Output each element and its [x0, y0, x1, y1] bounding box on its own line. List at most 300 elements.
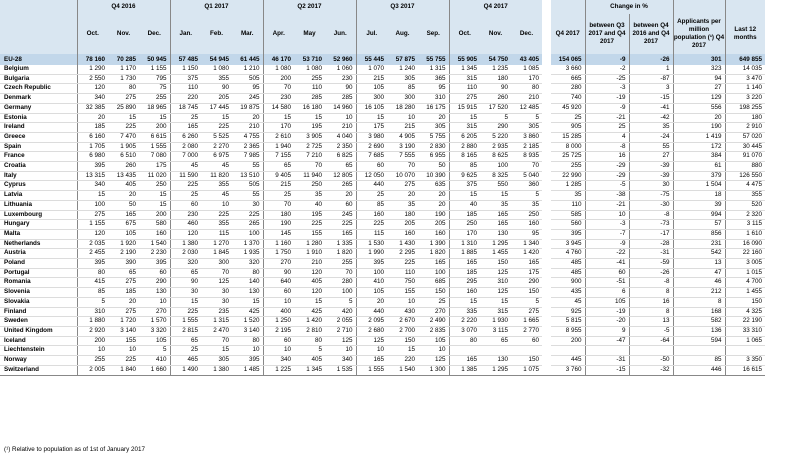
value-cell: 4 [585, 132, 629, 142]
value-cell: 15 915 [449, 103, 480, 113]
value-cell: 30 445 [725, 142, 765, 152]
value-cell: 35 [511, 200, 542, 210]
value-cell [449, 346, 480, 356]
value-cell: 53 710 [294, 54, 325, 65]
value-cell: 30 [232, 200, 263, 210]
value-cell: 125 [201, 278, 232, 288]
value-cell: 205 [201, 94, 232, 104]
table-row [0, 326, 765, 336]
value-cell: -39 [629, 171, 673, 181]
value-cell: 20 [325, 191, 356, 201]
value-cell: 165 [449, 356, 480, 366]
value-cell: 12 805 [325, 171, 356, 181]
country-label: Luxembourg [0, 210, 77, 220]
gap-cell [542, 94, 551, 104]
value-cell: 2 680 [356, 326, 387, 336]
value-cell: 4 755 [232, 132, 263, 142]
value-cell: 335 [449, 307, 480, 317]
quarter-header-row [0, 0, 765, 14]
value-cell: 100 [77, 200, 108, 210]
value-cell: 750 [387, 278, 418, 288]
value-cell: 20 [418, 191, 449, 201]
value-cell: 2 880 [449, 142, 480, 152]
corner-cell [0, 14, 77, 54]
value-cell: 1 225 [263, 365, 294, 375]
value-cell: 60 [263, 336, 294, 346]
value-cell: 430 [387, 307, 418, 317]
value-cell: 880 [725, 162, 765, 172]
value-cell: 225 [170, 307, 201, 317]
table-row [0, 94, 765, 104]
value-cell: 250 [294, 181, 325, 191]
value-cell: 20 [356, 297, 387, 307]
value-cell: 1 820 [418, 249, 449, 259]
value-cell: 1 540 [387, 365, 418, 375]
month-header: Sep. [418, 14, 449, 54]
value-cell: 2 080 [170, 142, 201, 152]
value-cell: 580 [139, 220, 170, 230]
value-cell: 3 470 [725, 74, 765, 84]
value-cell: 1 935 [232, 249, 263, 259]
value-cell: 12 050 [356, 171, 387, 181]
value-cell: 1 315 [418, 65, 449, 74]
value-cell: 2 835 [418, 326, 449, 336]
value-cell: 220 [170, 94, 201, 104]
value-cell: 20 [418, 200, 449, 210]
value-cell: 255 [294, 74, 325, 84]
value-cell: 210 [325, 123, 356, 133]
value-cell: 231 [673, 239, 725, 249]
last12-header: Last 12 months [725, 14, 765, 54]
value-cell [511, 346, 542, 356]
value-cell: 520 [725, 200, 765, 210]
value-cell: 355 [201, 220, 232, 230]
country-label: Ireland [0, 123, 77, 133]
value-cell: 1 990 [356, 249, 387, 259]
country-label: Bulgaria [0, 74, 77, 84]
month-header: Mar. [232, 14, 263, 54]
value-cell: 410 [139, 356, 170, 366]
value-cell: -39 [629, 162, 673, 172]
value-cell: 2 035 [77, 239, 108, 249]
value-cell: 90 [201, 84, 232, 94]
gap-cell [542, 249, 551, 259]
value-cell: -73 [629, 220, 673, 230]
value-cell [480, 346, 511, 356]
value-cell: -28 [629, 239, 673, 249]
value-cell: 585 [551, 210, 585, 220]
value-cell: 190 [673, 123, 725, 133]
value-cell: 295 [449, 278, 480, 288]
table-row [0, 249, 765, 259]
value-cell: 80 [511, 84, 542, 94]
value-cell: 85 [387, 84, 418, 94]
value-cell: 57 485 [170, 54, 201, 65]
value-cell: 75 [139, 84, 170, 94]
value-cell: 50 945 [139, 54, 170, 65]
value-cell: 16 615 [725, 365, 765, 375]
value-cell: 2 810 [294, 326, 325, 336]
value-cell: 145 [263, 229, 294, 239]
value-cell: 57 020 [725, 132, 765, 142]
value-cell: 60 [170, 200, 201, 210]
table-row [0, 278, 765, 288]
value-cell: 5 755 [418, 132, 449, 142]
value-cell: 1 150 [170, 65, 201, 74]
value-cell: 200 [77, 336, 108, 346]
value-cell: 35 [551, 191, 585, 201]
value-cell: -7 [585, 229, 629, 239]
value-cell: 310 [77, 307, 108, 317]
value-cell: 230 [170, 210, 201, 220]
value-cell: 130 [480, 356, 511, 366]
value-cell: 25 [551, 113, 585, 123]
value-cell: 6 205 [449, 132, 480, 142]
gap-cell [542, 65, 551, 74]
country-label: Hungary [0, 220, 77, 230]
value-cell: 78 160 [77, 54, 108, 65]
value-cell: 190 [418, 210, 449, 220]
value-cell: 310 [418, 94, 449, 104]
country-label: Estonia [0, 113, 77, 123]
value-cell: 215 [263, 181, 294, 191]
value-cell: 9 625 [449, 171, 480, 181]
month-header: Apr. [263, 14, 294, 54]
value-cell: 120 [77, 229, 108, 239]
value-cell: 150 [418, 288, 449, 298]
value-cell: 1 080 [294, 65, 325, 74]
value-cell: 22 190 [725, 317, 765, 327]
value-cell: 2 550 [77, 74, 108, 84]
value-cell: 275 [77, 210, 108, 220]
value-cell: 3 660 [551, 65, 585, 74]
gap-cell [542, 14, 551, 54]
value-cell: 25 890 [108, 103, 139, 113]
value-cell: 105 [418, 336, 449, 346]
value-cell: 110 [170, 84, 201, 94]
value-cell: 11 590 [170, 171, 201, 181]
value-cell: 1 380 [170, 239, 201, 249]
value-cell: 35 [480, 200, 511, 210]
value-cell: -9 [585, 103, 629, 113]
value-cell: 1 570 [139, 317, 170, 327]
value-cell: 20 [387, 191, 418, 201]
value-cell: 1 075 [511, 365, 542, 375]
value-cell: -26 [629, 54, 673, 65]
value-cell: 275 [108, 278, 139, 288]
value-cell: 160 [387, 229, 418, 239]
value-cell: 1 540 [139, 239, 170, 249]
value-cell: 460 [170, 220, 201, 230]
value-cell: 1 504 [673, 181, 725, 191]
value-cell: 1 335 [325, 239, 356, 249]
gap-cell [542, 346, 551, 356]
value-cell: 375 [449, 181, 480, 191]
value-cell: 70 [263, 84, 294, 94]
table-row [0, 259, 765, 269]
value-cell: -41 [629, 103, 673, 113]
value-cell: 3 [629, 84, 673, 94]
value-cell: 60 [263, 288, 294, 298]
value-cell: 1 840 [108, 365, 139, 375]
month-header: Jul. [356, 14, 387, 54]
value-cell: 255 [77, 356, 108, 366]
value-cell: 1 160 [263, 239, 294, 249]
value-cell: 15 [201, 113, 232, 123]
month-header: Nov. [108, 14, 139, 54]
value-cell: 8 955 [551, 326, 585, 336]
value-cell: 16 [585, 152, 629, 162]
value-cell: 15 [387, 346, 418, 356]
q4-2017-header: Q4 2017 [551, 14, 585, 54]
value-cell: 485 [551, 268, 585, 278]
value-cell: 17 445 [201, 103, 232, 113]
change-q4-header: between Q4 2016 and Q4 2017 [629, 14, 673, 54]
value-cell: 52 960 [325, 54, 356, 65]
footnote: (¹) Relative to population as of 1st of January 2017 [4, 446, 146, 453]
value-cell: -21 [585, 200, 629, 210]
value-cell: 105 [108, 229, 139, 239]
value-cell: 125 [480, 268, 511, 278]
value-cell: 675 [108, 220, 139, 230]
value-cell: 355 [725, 191, 765, 201]
value-cell: 1 610 [725, 229, 765, 239]
value-cell: 10 [387, 297, 418, 307]
value-cell: 1 730 [108, 74, 139, 84]
value-cell: 35 [629, 123, 673, 133]
value-cell: 340 [77, 94, 108, 104]
value-cell: 2 910 [725, 123, 765, 133]
value-cell: 395 [77, 259, 108, 269]
value-cell: 120 [294, 268, 325, 278]
value-cell: -21 [585, 113, 629, 123]
value-cell: 395 [356, 259, 387, 269]
value-cell: 255 [551, 162, 585, 172]
table-row [0, 113, 765, 123]
value-cell: 2 770 [511, 326, 542, 336]
value-cell: 1 370 [232, 239, 263, 249]
value-cell [673, 346, 725, 356]
value-cell: 10 [418, 346, 449, 356]
value-cell: 18 280 [387, 103, 418, 113]
value-cell: 1 310 [449, 239, 480, 249]
value-cell: 55 445 [356, 54, 387, 65]
value-cell: 165 [449, 259, 480, 269]
value-cell: 3 905 [294, 132, 325, 142]
value-cell: 35 [294, 191, 325, 201]
value-cell: 1 345 [294, 365, 325, 375]
value-cell: 1 490 [170, 365, 201, 375]
value-cell: -30 [629, 200, 673, 210]
country-label: Belgium [0, 65, 77, 74]
month-header: Oct. [449, 14, 480, 54]
month-header: Dec. [511, 14, 542, 54]
value-cell: 315 [449, 74, 480, 84]
value-cell: 140 [232, 278, 263, 288]
value-cell: 1 705 [77, 142, 108, 152]
value-cell: 15 [294, 113, 325, 123]
value-cell: 5 815 [551, 317, 585, 327]
value-cell: 45 [201, 162, 232, 172]
value-cell: 1 720 [108, 317, 139, 327]
value-cell: 13 510 [232, 171, 263, 181]
value-cell: 90 [325, 84, 356, 94]
change-q3-header: between Q3 2017 and Q4 2017 [585, 14, 629, 54]
value-cell: 105 [356, 288, 387, 298]
value-cell: 13 [629, 317, 673, 327]
value-cell: 275 [108, 94, 139, 104]
value-cell: 25 [170, 346, 201, 356]
value-cell: 1 930 [480, 317, 511, 327]
value-cell: 120 [294, 288, 325, 298]
value-cell: 12 485 [511, 103, 542, 113]
value-cell: 14 035 [725, 65, 765, 74]
value-cell: 95 [232, 84, 263, 94]
country-label: France [0, 152, 77, 162]
value-cell: 300 [387, 94, 418, 104]
value-cell: 10 [139, 297, 170, 307]
gap-cell [542, 356, 551, 366]
value-cell: 215 [387, 123, 418, 133]
value-cell: 395 [139, 259, 170, 269]
table-row [0, 103, 765, 113]
value-cell: 3 005 [725, 259, 765, 269]
value-cell: 168 [673, 307, 725, 317]
value-cell: 425 [294, 307, 325, 317]
value-cell: 365 [418, 74, 449, 84]
value-cell: 1 080 [201, 65, 232, 74]
value-cell: 60 [139, 268, 170, 278]
value-cell: 1 270 [201, 239, 232, 249]
value-cell: 2 725 [294, 142, 325, 152]
value-cell: 1 155 [139, 65, 170, 74]
value-cell: 6 160 [77, 132, 108, 142]
table-row [0, 288, 765, 298]
value-cell: 3 320 [139, 326, 170, 336]
value-cell: 15 [77, 191, 108, 201]
value-cell: -22 [585, 249, 629, 259]
value-cell: 175 [511, 268, 542, 278]
value-cell: 80 [108, 84, 139, 94]
value-cell: 2 490 [418, 317, 449, 327]
table-row [0, 65, 765, 74]
value-cell: -38 [585, 191, 629, 201]
value-cell: 1 820 [325, 249, 356, 259]
value-cell: 220 [387, 356, 418, 366]
value-cell: 80 [232, 336, 263, 346]
value-cell: 85 [77, 288, 108, 298]
value-cell: 55 [232, 191, 263, 201]
value-cell: 20 [673, 113, 725, 123]
value-cell: 265 [325, 181, 356, 191]
value-cell: 315 [449, 123, 480, 133]
value-cell: 11 940 [294, 171, 325, 181]
value-cell: -31 [629, 249, 673, 259]
value-cell: 90 [263, 268, 294, 278]
value-cell: 120 [170, 229, 201, 239]
value-cell: 3 140 [232, 326, 263, 336]
value-cell: -41 [585, 259, 629, 269]
value-cell: 130 [139, 288, 170, 298]
value-cell: -15 [585, 365, 629, 375]
value-cell: 110 [387, 268, 418, 278]
value-cell: 45 [551, 297, 585, 307]
value-cell: 11 820 [201, 171, 232, 181]
value-cell: 5 525 [201, 132, 232, 142]
value-cell: 505 [232, 181, 263, 191]
country-label: Greece [0, 132, 77, 142]
value-cell: 165 [511, 259, 542, 269]
gap-cell [542, 171, 551, 181]
value-cell: 65 [325, 162, 356, 172]
value-cell: 18 745 [170, 103, 201, 113]
value-cell: 3 115 [725, 220, 765, 230]
value-cell: 7 210 [294, 152, 325, 162]
table-row [0, 317, 765, 327]
value-cell: -75 [629, 191, 673, 201]
gap-cell [542, 259, 551, 269]
value-cell: 2 190 [108, 249, 139, 259]
value-cell: 301 [673, 54, 725, 65]
value-cell: 4 325 [725, 307, 765, 317]
value-cell: 175 [139, 162, 170, 172]
value-cell: 10 [201, 200, 232, 210]
country-label: Spain [0, 142, 77, 152]
table-row [0, 346, 765, 356]
country-label: Cyprus [0, 181, 77, 191]
value-cell: 60 [356, 162, 387, 172]
value-cell: 40 [294, 200, 325, 210]
value-cell: 10 [356, 346, 387, 356]
value-cell: 180 [725, 113, 765, 123]
value-cell: 2 700 [387, 326, 418, 336]
month-header: Dec. [139, 14, 170, 54]
value-cell: 7 555 [387, 152, 418, 162]
value-cell: 1 295 [480, 239, 511, 249]
value-cell: 8 325 [480, 171, 511, 181]
value-cell: 57 [673, 220, 725, 230]
table-row [0, 191, 765, 201]
value-cell: 100 [418, 268, 449, 278]
value-cell: 54 750 [480, 54, 511, 65]
value-cell [585, 346, 629, 356]
value-cell: 320 [232, 259, 263, 269]
value-cell: 7 155 [263, 152, 294, 162]
table-row [0, 239, 765, 249]
value-cell: 7 000 [170, 152, 201, 162]
value-cell: 8 935 [511, 152, 542, 162]
value-cell: 20 [108, 191, 139, 201]
value-cell: 94 [673, 74, 725, 84]
value-cell: 8 165 [449, 152, 480, 162]
country-label: Portugal [0, 268, 77, 278]
value-cell: 1 665 [511, 317, 542, 327]
value-cell: 255 [139, 94, 170, 104]
value-cell: 4 905 [387, 132, 418, 142]
country-label: Czech Republic [0, 84, 77, 94]
value-cell: 2 095 [356, 317, 387, 327]
value-cell: 2 610 [263, 132, 294, 142]
value-cell: -8 [585, 142, 629, 152]
value-cell: 7 985 [232, 152, 263, 162]
value-cell: 1 555 [356, 365, 387, 375]
value-cell: 8 000 [551, 142, 585, 152]
value-cell: 25 [170, 191, 201, 201]
value-cell: 440 [356, 307, 387, 317]
value-cell: -8 [629, 210, 673, 220]
value-cell: 225 [387, 259, 418, 269]
value-cell: 150 [511, 288, 542, 298]
